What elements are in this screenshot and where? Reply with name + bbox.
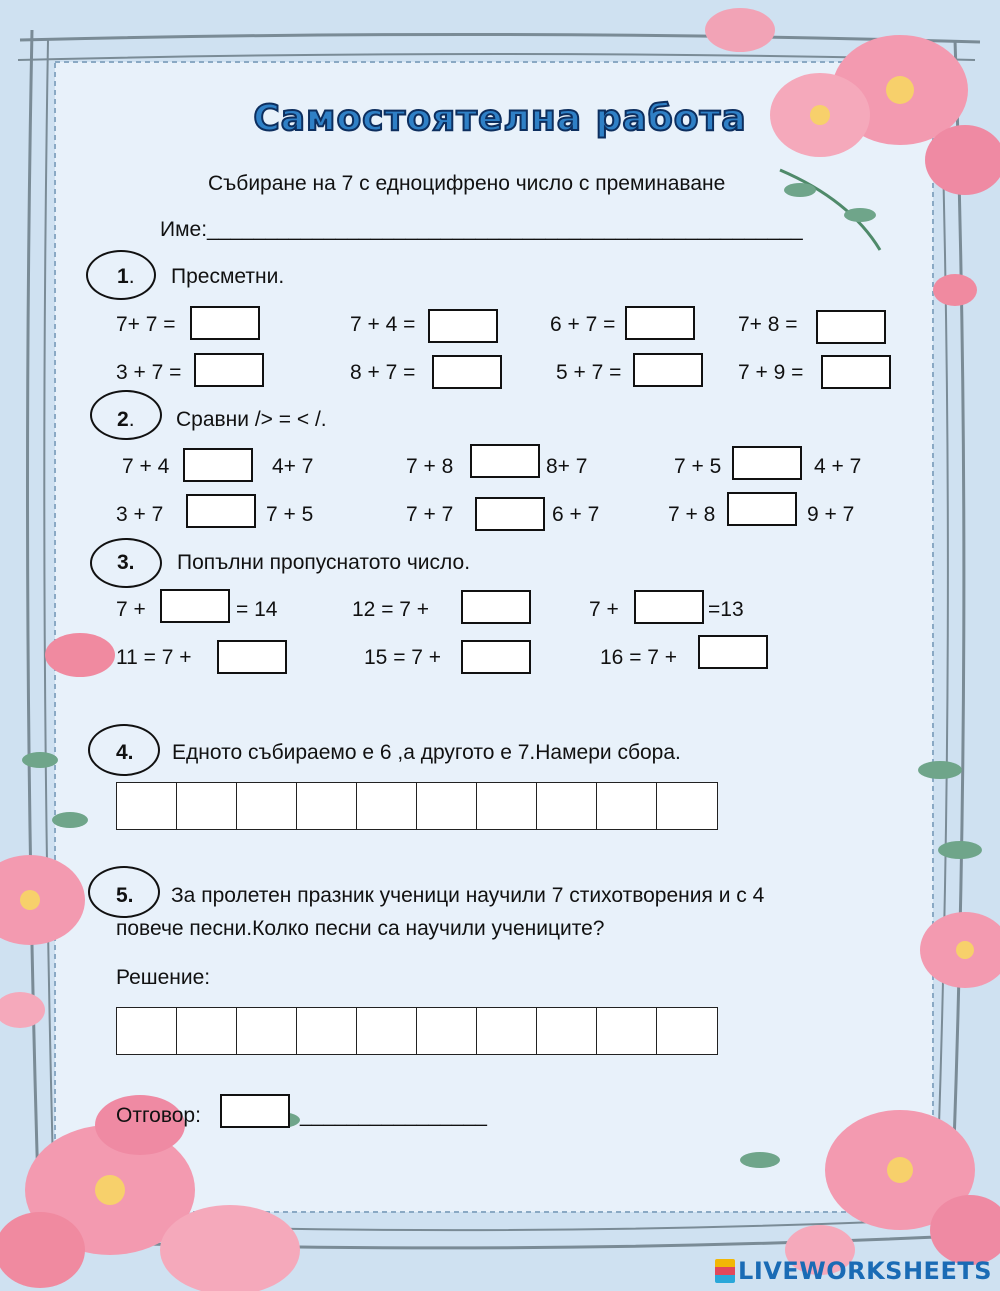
question-2-dot: . bbox=[128, 408, 135, 431]
liveworksheets-logo bbox=[715, 1257, 992, 1285]
q2-compare-box[interactable] bbox=[732, 446, 802, 480]
q2-right-expr: 8+ 7 bbox=[546, 455, 588, 478]
question-1-dot: . bbox=[128, 265, 135, 288]
q3-answer-box[interactable] bbox=[217, 640, 287, 674]
q3-item: 12 = 7 + bbox=[352, 598, 430, 621]
q2-compare-box[interactable] bbox=[727, 492, 797, 526]
q3-item: 15 = 7 + bbox=[364, 646, 442, 669]
answer-text-line[interactable]: ________________ bbox=[300, 1104, 487, 1127]
q1-answer-box[interactable] bbox=[821, 355, 891, 389]
question-3-text: Попълни пропуснатото число. bbox=[177, 551, 471, 574]
answer-label: Отговор: bbox=[116, 1104, 201, 1127]
q3-answer-box[interactable] bbox=[698, 635, 768, 669]
q1-answer-box[interactable] bbox=[190, 306, 260, 340]
q1-answer-box[interactable] bbox=[194, 353, 264, 387]
q1-answer-box[interactable] bbox=[432, 355, 502, 389]
q2-left-expr: 7 + 4 bbox=[122, 455, 170, 478]
q1-item: 7+ 8 = bbox=[738, 313, 798, 336]
q2-left-expr: 3 + 7 bbox=[116, 503, 164, 526]
q2-left-expr: 7 + 8 bbox=[668, 503, 716, 526]
q2-left-expr: 7 + 7 bbox=[406, 503, 454, 526]
question-4-number: 4. bbox=[116, 741, 134, 764]
q3-item: 7 + bbox=[589, 598, 619, 621]
q2-right-expr: 7 + 5 bbox=[266, 503, 314, 526]
worksheet-title: Самостоятелна работа bbox=[253, 98, 747, 139]
q1-answer-box[interactable] bbox=[428, 309, 498, 343]
question-5-text-line2: повече песни.Колко песни са научили учениците? bbox=[116, 917, 605, 940]
answer-number-box[interactable] bbox=[220, 1094, 290, 1128]
q3-item: = 14 bbox=[236, 598, 278, 621]
q1-item: 7+ 7 = bbox=[116, 313, 176, 336]
name-input[interactable] bbox=[430, 218, 830, 244]
q1-item: 5 + 7 = bbox=[556, 361, 622, 384]
q2-right-expr: 9 + 7 bbox=[807, 503, 855, 526]
question-1-number: 1 bbox=[117, 265, 129, 288]
q5-solution-grid[interactable] bbox=[116, 1007, 718, 1055]
q2-right-expr: 6 + 7 bbox=[552, 503, 600, 526]
q1-answer-box[interactable] bbox=[816, 310, 886, 344]
q1-answer-box[interactable] bbox=[625, 306, 695, 340]
q2-right-expr: 4+ 7 bbox=[272, 455, 314, 478]
question-1-text: Пресметни. bbox=[171, 265, 285, 288]
q1-item: 7 + 4 = bbox=[350, 313, 416, 336]
q3-answer-box[interactable] bbox=[461, 590, 531, 624]
q3-answer-box[interactable] bbox=[634, 590, 704, 624]
q2-left-expr: 7 + 5 bbox=[674, 455, 722, 478]
solution-label: Решение: bbox=[116, 966, 211, 989]
question-3-number: 3. bbox=[117, 551, 135, 574]
q2-compare-box[interactable] bbox=[470, 444, 540, 478]
question-2-text: Сравни /> = < /. bbox=[176, 408, 327, 431]
question-5-text-line1: За пролетен празник ученици научили 7 стихотворения и с 4 bbox=[171, 884, 765, 907]
q1-item: 3 + 7 = bbox=[116, 361, 182, 384]
name-field-label: Име:___________________________________________________ bbox=[160, 218, 803, 241]
q3-item: 16 = 7 + bbox=[600, 646, 678, 669]
q2-left-expr: 7 + 8 bbox=[406, 455, 454, 478]
q3-answer-box[interactable] bbox=[160, 589, 230, 623]
q1-item: 7 + 9 = bbox=[738, 361, 804, 384]
question-5-number: 5. bbox=[116, 884, 134, 907]
q2-compare-box[interactable] bbox=[186, 494, 256, 528]
question-4-text: Едното събираемо е 6 ,а другото е 7.Намери сбора. bbox=[172, 741, 681, 764]
q4-answer-grid[interactable] bbox=[116, 782, 718, 830]
q2-compare-box[interactable] bbox=[183, 448, 253, 482]
q1-item: 6 + 7 = bbox=[550, 313, 616, 336]
q2-compare-box[interactable] bbox=[475, 497, 545, 531]
q1-answer-box[interactable] bbox=[633, 353, 703, 387]
question-2-number: 2 bbox=[117, 408, 129, 431]
liveworksheets-icon bbox=[715, 1259, 735, 1283]
q3-item: 7 + bbox=[116, 598, 146, 621]
liveworksheets-brand: LIVEWORKSHEETS bbox=[738, 1257, 992, 1285]
q3-item: 11 = 7 + bbox=[116, 646, 192, 669]
q3-answer-box[interactable] bbox=[461, 640, 531, 674]
q3-item: =13 bbox=[708, 598, 744, 621]
q1-item: 8 + 7 = bbox=[350, 361, 416, 384]
q2-right-expr: 4 + 7 bbox=[814, 455, 862, 478]
worksheet-subtitle: Събиране на 7 с едноцифрено число с преминаване bbox=[208, 172, 726, 195]
